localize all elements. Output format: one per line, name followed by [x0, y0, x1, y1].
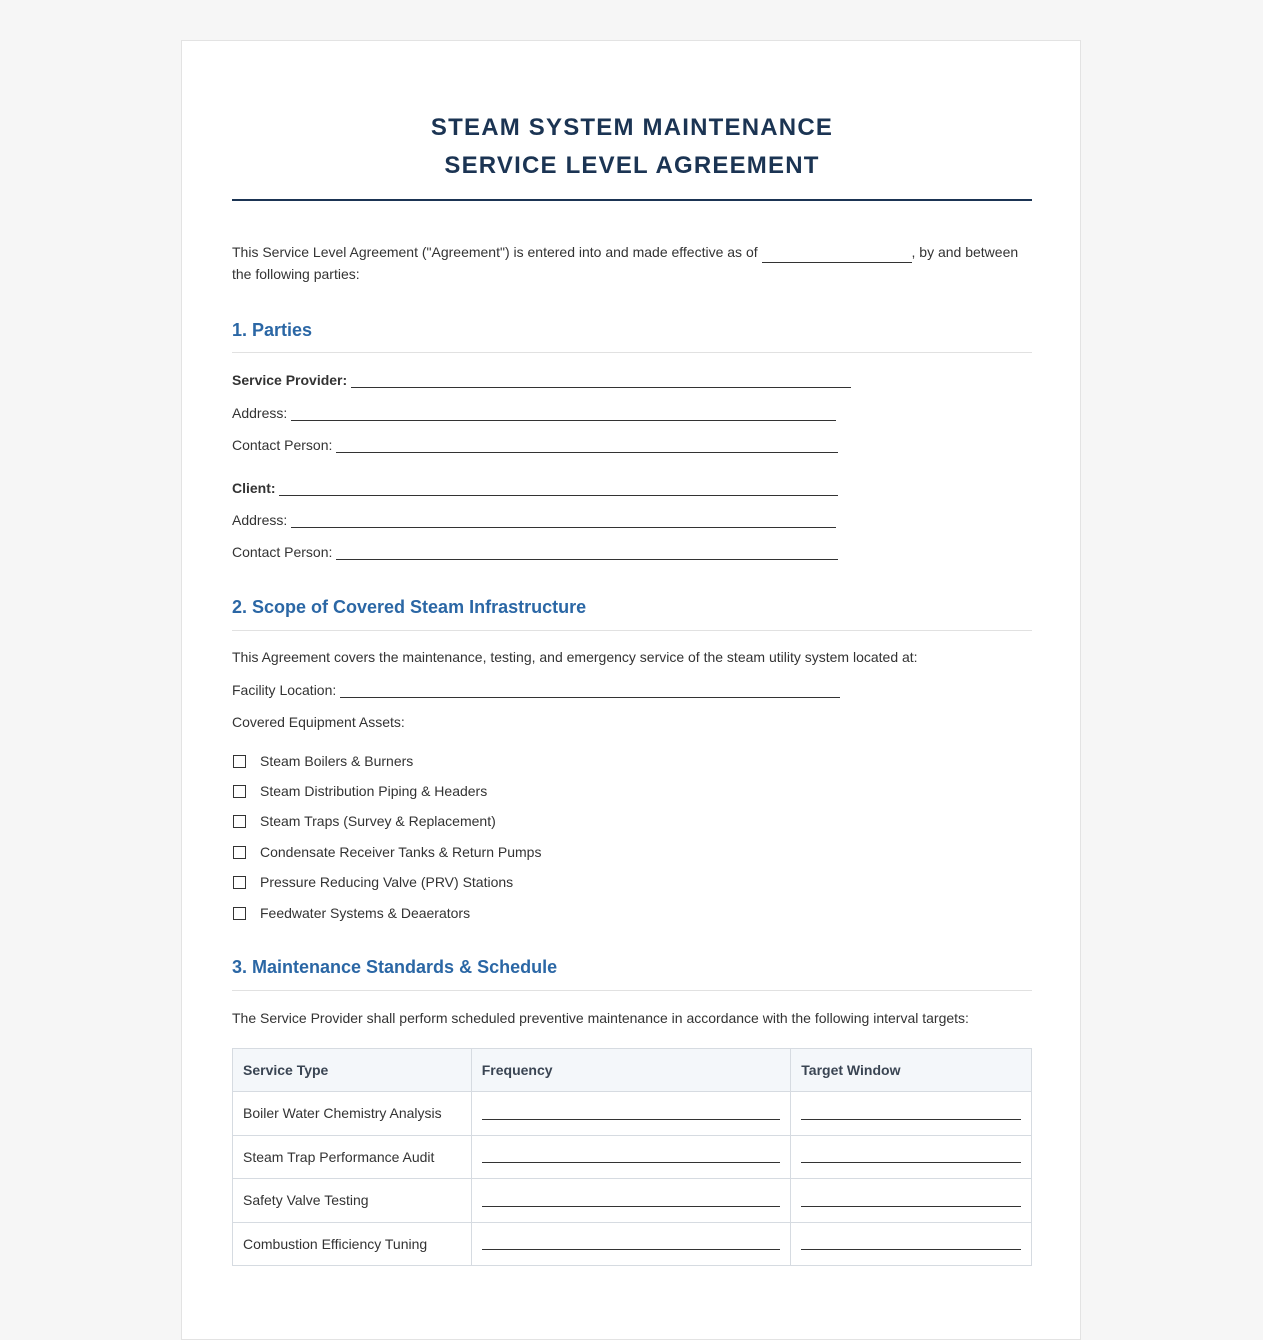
client-contact-line[interactable]: [336, 559, 838, 560]
target-window-cell[interactable]: [791, 1222, 1032, 1266]
intro-text-end: , by and between the following parties:: [232, 244, 1019, 282]
provider-contact-line[interactable]: [336, 452, 838, 453]
column-header-service-type: Service Type: [233, 1049, 472, 1092]
service-type-cell: Safety Valve Testing: [233, 1179, 472, 1223]
frequency-cell[interactable]: [471, 1092, 791, 1136]
client-address-label: Address:: [232, 512, 288, 528]
asset-label: Pressure Reducing Valve (PRV) Stations: [260, 874, 514, 890]
frequency-input-line[interactable]: [482, 1162, 781, 1163]
provider-address-field[interactable]: [232, 404, 287, 422]
column-header-target-window: Target Window: [791, 1049, 1032, 1092]
provider-contact-field[interactable]: [232, 436, 332, 454]
document-page: [181, 40, 1081, 1340]
table-row: [233, 1179, 1032, 1223]
target-window-cell[interactable]: [791, 1179, 1032, 1223]
frequency-cell[interactable]: [471, 1135, 791, 1179]
client-line[interactable]: [279, 495, 838, 496]
column-header-frequency: Frequency: [471, 1049, 791, 1092]
client-address-field[interactable]: [232, 511, 287, 529]
frequency-cell[interactable]: [471, 1222, 791, 1266]
target-window-cell[interactable]: [791, 1135, 1032, 1179]
frequency-input-line[interactable]: [482, 1119, 781, 1120]
asset-label: Feedwater Systems & Deaerators: [260, 905, 471, 921]
service-provider-label: Service Provider:: [232, 372, 348, 388]
provider-contact-label: Contact Person:: [232, 437, 333, 453]
provider-address-label: Address:: [232, 405, 288, 421]
client-label: Client:: [232, 480, 276, 496]
effective-date-field[interactable]: [762, 246, 912, 263]
client-contact-label: Contact Person:: [232, 544, 333, 560]
scope-description: This Agreement covers the maintenance, testing, and emergency service of the steam utility system located at:: [232, 649, 918, 665]
asset-label: Steam Distribution Piping & Headers: [260, 783, 488, 799]
checkbox[interactable]: [233, 815, 246, 828]
client-field[interactable]: [232, 479, 276, 497]
table-row: [233, 1222, 1032, 1266]
target-window-input-line[interactable]: [801, 1206, 1021, 1207]
target-window-cell[interactable]: [791, 1092, 1032, 1136]
title-line-2: SERVICE LEVEL AGREEMENT: [444, 152, 820, 179]
frequency-cell[interactable]: [471, 1179, 791, 1223]
maintenance-schedule-table: [232, 1048, 1032, 1266]
client-contact-field[interactable]: [232, 543, 332, 561]
covered-assets-label: Covered Equipment Assets:: [232, 714, 405, 730]
client-address-line[interactable]: [291, 527, 836, 528]
provider-address-line[interactable]: [291, 420, 836, 421]
asset-label: Condensate Receiver Tanks & Return Pumps: [260, 844, 542, 860]
table-row: [233, 1135, 1032, 1179]
frequency-input-line[interactable]: [482, 1206, 781, 1207]
facility-location-label: Facility Location:: [232, 682, 337, 698]
target-window-input-line[interactable]: [801, 1162, 1021, 1163]
service-provider-field[interactable]: [232, 371, 347, 389]
maintenance-description: The Service Provider shall perform scheduled preventive maintenance in accordance with the following interval targets:: [232, 1010, 969, 1026]
target-window-input-line[interactable]: [801, 1249, 1021, 1250]
target-window-input-line[interactable]: [801, 1119, 1021, 1120]
service-provider-line[interactable]: [351, 387, 851, 388]
checkbox[interactable]: [233, 876, 246, 889]
document-title: [232, 109, 1032, 185]
frequency-input-line[interactable]: [482, 1249, 781, 1250]
service-type-cell: Combustion Efficiency Tuning: [233, 1222, 472, 1266]
asset-label: Steam Boilers & Burners: [260, 753, 414, 769]
service-type-cell: Boiler Water Chemistry Analysis: [233, 1092, 472, 1136]
section-parties-heading: 1. Parties: [232, 320, 313, 340]
checkbox[interactable]: [233, 785, 246, 798]
table-header-row: [233, 1049, 1032, 1092]
service-type-cell: Steam Trap Performance Audit: [233, 1135, 472, 1179]
checkbox[interactable]: [233, 755, 246, 768]
facility-location-line[interactable]: [340, 697, 840, 698]
title-divider: [232, 199, 1032, 201]
checkbox[interactable]: [233, 907, 246, 920]
asset-label: Steam Traps (Survey & Replacement): [260, 813, 496, 829]
section-scope-heading: 2. Scope of Covered Steam Infrastructure: [232, 597, 587, 617]
table-row: [233, 1092, 1032, 1136]
checkbox[interactable]: [233, 846, 246, 859]
intro-paragraph: [232, 241, 1032, 285]
section-divider: [232, 990, 1032, 991]
intro-text-start: This Service Level Agreement ("Agreement") is entered into and made effective as of: [232, 244, 758, 260]
section-divider: [232, 352, 1032, 353]
section-maintenance-heading: 3. Maintenance Standards & Schedule: [232, 957, 558, 977]
title-line-1: STEAM SYSTEM MAINTENANCE: [430, 114, 834, 141]
facility-location-field[interactable]: [232, 681, 336, 699]
section-divider: [232, 630, 1032, 631]
